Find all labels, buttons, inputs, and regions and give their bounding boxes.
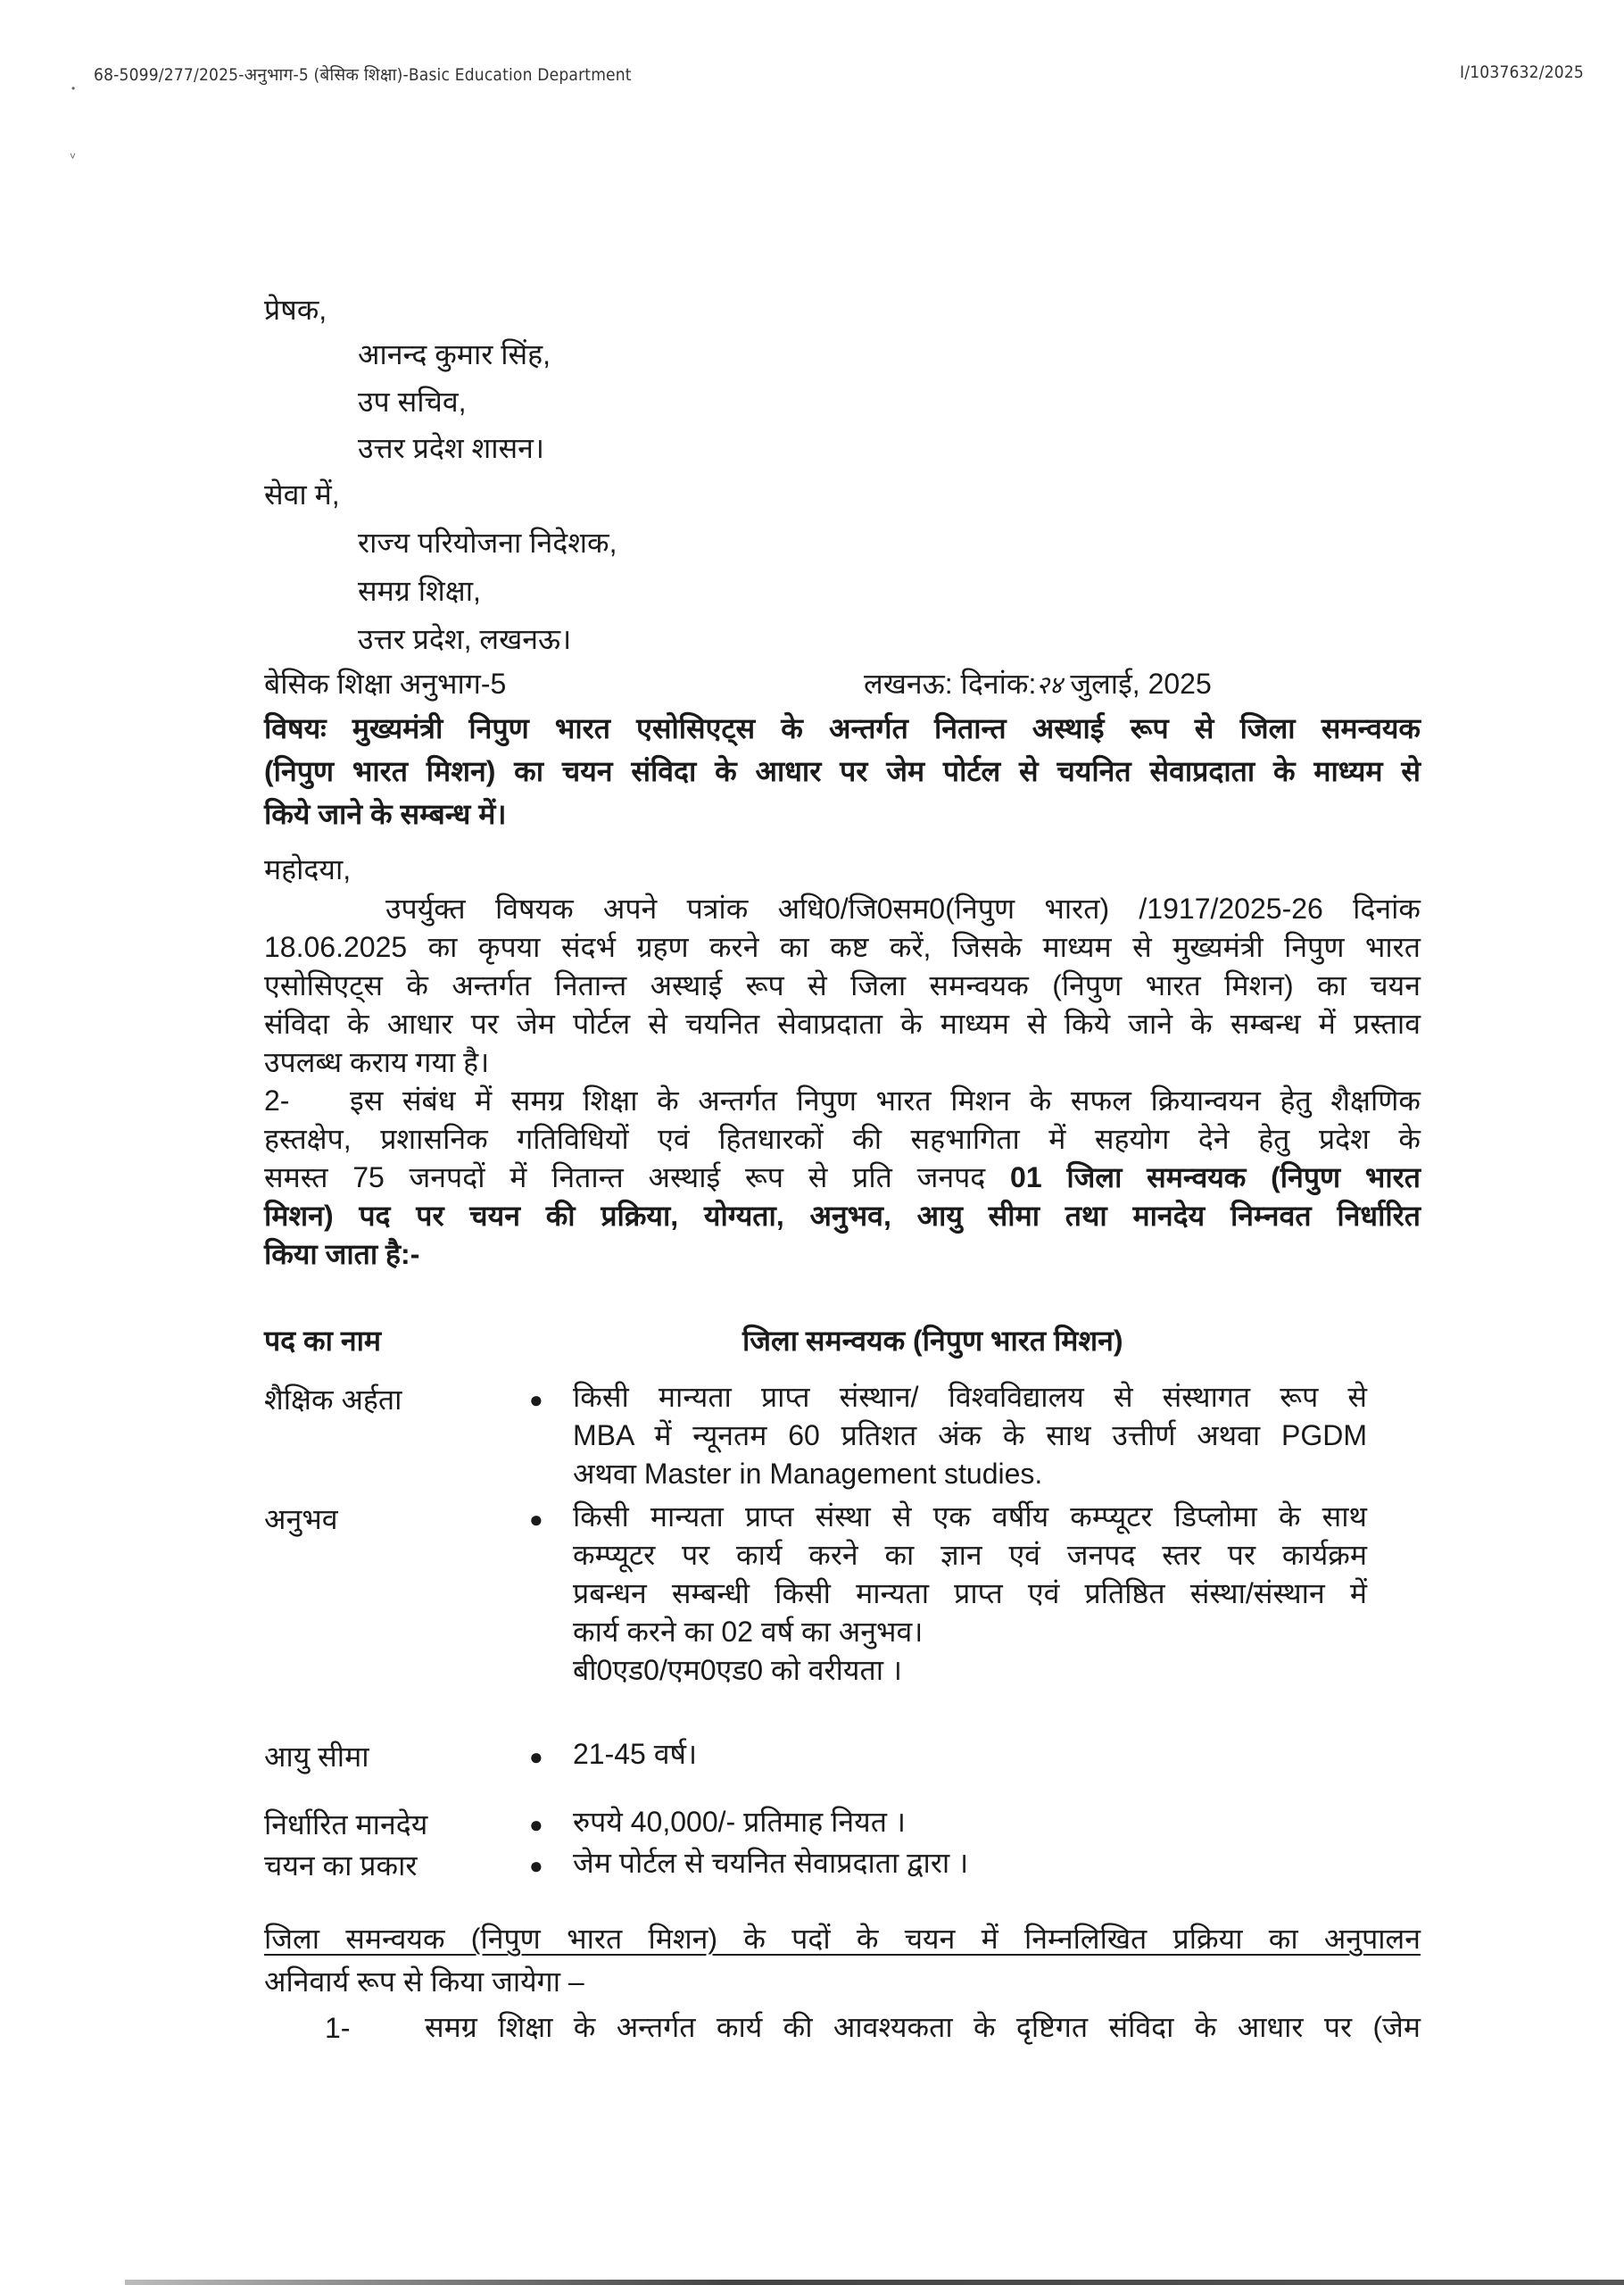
bullet-icon: ● [529,1506,543,1533]
post-name-label: पद का नाम [264,1325,381,1357]
section-name: बेसिक शिक्षा अनुभाग-5 [264,668,507,700]
paragraph-line: हस्तक्षेप, प्रशासनिक गतिविधियों एवं हितधारकों की सहभागिता में सहयोग देने हेतु प्रदेश के [264,1123,1421,1155]
row-value [573,1844,1367,1882]
row-value-line: कार्य करने का 02 वर्ष का अनुभव। [573,1616,924,1648]
salutation: महोदया, [264,853,352,885]
row-value-line: जेम पोर्टल से चयनित सेवाप्रदाता द्वारा । [573,1847,969,1879]
subject-line: किये जाने के सम्बन्ध में। [264,798,507,830]
heading-line: अनिवार्य रूप से किया जायेगा – [264,1965,584,1998]
scan-edge [125,2280,1624,2285]
sender-name: आनन्द कुमार सिंह, [358,338,551,370]
paragraph-line: एसोसिएट्स के अन्तर्गत नितान्त अस्थाई रूप से जिला समन्वयक (निपुण भारत मिशन) का चयन [264,969,1421,1001]
row-value [573,1378,1367,1493]
paragraph-2 [264,1082,1421,1274]
heading-line: जिला समन्वयक (निपुण भारत मिशन) के पदों के चयन में निम्नलिखित प्रक्रिया का अनुपालन [264,1923,1421,1955]
row-value-line: रुपये 40,000/- प्रतिमाह नियत । [573,1806,906,1838]
file-reference: 68-5099/277/2025-अनुभाग-5 (बेसिक शिक्षा)-Basic Education Department [94,65,632,85]
row-value-line: बी0एड0/एम0एड0 को वरीयता । [573,1654,903,1686]
subject-line: (निपुण भारत मिशन) का चयन संविदा के आधार पर जेम पोर्टल से चयनित सेवाप्रदाता के माध्यम से [264,755,1421,787]
row-value [573,1498,1367,1690]
paragraph-text: इस संबंध में समग्र शिक्षा के अन्तर्गत निपुण भारत मिशन के सफल क्रियान्वयन हेतु शैक्षणिक [350,1084,1421,1117]
recipient-label: सेवा में, [264,478,340,511]
paragraph-line: संविदा के आधार पर जेम पोर्टल से चयनित सेवाप्रदाता के माध्यम से किये जाने के सम्बन्ध में प्रस्ताव [264,1008,1421,1040]
procedure-item-number: 1- [325,2012,351,2044]
paragraph-line: उपलब्ध कराय गया है। [264,1046,490,1078]
row-label: अनुभव [264,1503,338,1535]
paragraph-line [264,1159,1421,1197]
date-suffix: जुलाई, 2025 [1062,668,1212,700]
row-value-line: किसी मान्यता प्राप्त संस्था से एक वर्षीय कम्प्यूटर डिप्लोमा के साथ [573,1500,1367,1533]
scan-mark: ˅ [70,150,77,162]
bullet-icon: ● [529,1743,543,1770]
paragraph-line: उपर्युक्त विषयक अपने पत्रांक अधि0/जि0सम0(निपुण भारत) /1917/2025-26 दिनांक [385,893,1421,925]
subject [264,707,1421,835]
row-value-line: MBA में न्यूनतम 60 प्रतिशत अंक के साथ उत्तीर्ण अथवा PGDM [573,1419,1367,1451]
row-value-line: किसी मान्यता प्राप्त संस्थान/ विश्वविद्यालय से संस्थागत रूप से [573,1381,1367,1413]
recipient-designation: राज्य परियोजना निदेशक, [358,527,617,559]
sender-label: प्रेषक, [264,294,327,326]
sender-office: उत्तर प्रदेश शासन। [358,432,545,464]
row-label: शैक्षिक अर्हता [264,1383,402,1416]
row-label: आयु सीमा [264,1741,369,1773]
row-label: चयन का प्रकार [264,1849,418,1882]
row-value-line: कम्प्यूटर पर कार्य करने का ज्ञान एवं जनपद स्तर पर कार्यक्रम [573,1539,1367,1571]
document-number: I/1037632/2025 [1460,62,1584,82]
paragraph-number: 2- [264,1084,290,1117]
place-date [864,664,1212,705]
bullet-icon: ● [529,1811,543,1838]
paragraph-line: 18.06.2025 का कृपया संदर्भ ग्रहण करने का कष्ट करें, जिसके माध्यम से मुख्यमंत्री निपुण भारत [264,931,1421,963]
paragraph-line [264,1082,1421,1120]
procedure-item [425,2008,1421,2047]
scan-mark: • [71,82,76,95]
paragraph-bold-text: 01 जिला समन्वयक (निपुण भारत [985,1161,1421,1193]
row-value [573,1803,1367,1841]
procedure-item-text: समग्र शिक्षा के अन्तर्गत कार्य की आवश्यकता के दृष्टिगत संविदा के आधार पर (जेम [425,2011,1421,2043]
paragraph-line: किया जाता है:- [264,1238,420,1270]
date-prefix: लखनऊ: दिनांक: [864,668,1037,700]
row-value-line: प्रबन्धन सम्बन्धी किसी मान्यता प्राप्त एवं प्रतिष्ठित संस्था/संस्थान में [573,1577,1367,1609]
recipient-office: समग्र शिक्षा, [358,575,481,607]
bullet-icon: ● [529,1386,543,1413]
row-label: निर्धारित मानदेय [264,1808,428,1840]
row-value [573,1735,1367,1774]
sender-designation: उप सचिव, [358,386,467,418]
paragraph-1 [264,890,1421,1082]
subject-line: विषयः मुख्यमंत्री निपुण भारत एसोसिएट्स के अन्तर्गत नितान्त अस्थाई रूप से जिला समन्वयक [264,712,1421,744]
paragraph-line: मिशन) पद पर चयन की प्रक्रिया, योग्यता, अनुभव, आयु सीमा तथा मानदेय निम्नवत निर्धारित [264,1200,1421,1232]
recipient-place: उत्तर प्रदेश, लखनऊ। [358,623,572,655]
row-value-line: अथवा Master in Management studies. [573,1458,1043,1490]
procedure-heading [264,1917,1421,2003]
bullet-icon: ● [529,1852,543,1879]
paragraph-text: समस्त 75 जनपदों में नितान्त अस्थाई रूप से प्रति जनपद [264,1161,986,1193]
handwritten-date: २४ [1036,670,1063,700]
post-name-value: जिला समन्वयक (निपुण भारत मिशन) [742,1325,1123,1357]
row-value-line: 21-45 वर्ष। [573,1738,698,1770]
